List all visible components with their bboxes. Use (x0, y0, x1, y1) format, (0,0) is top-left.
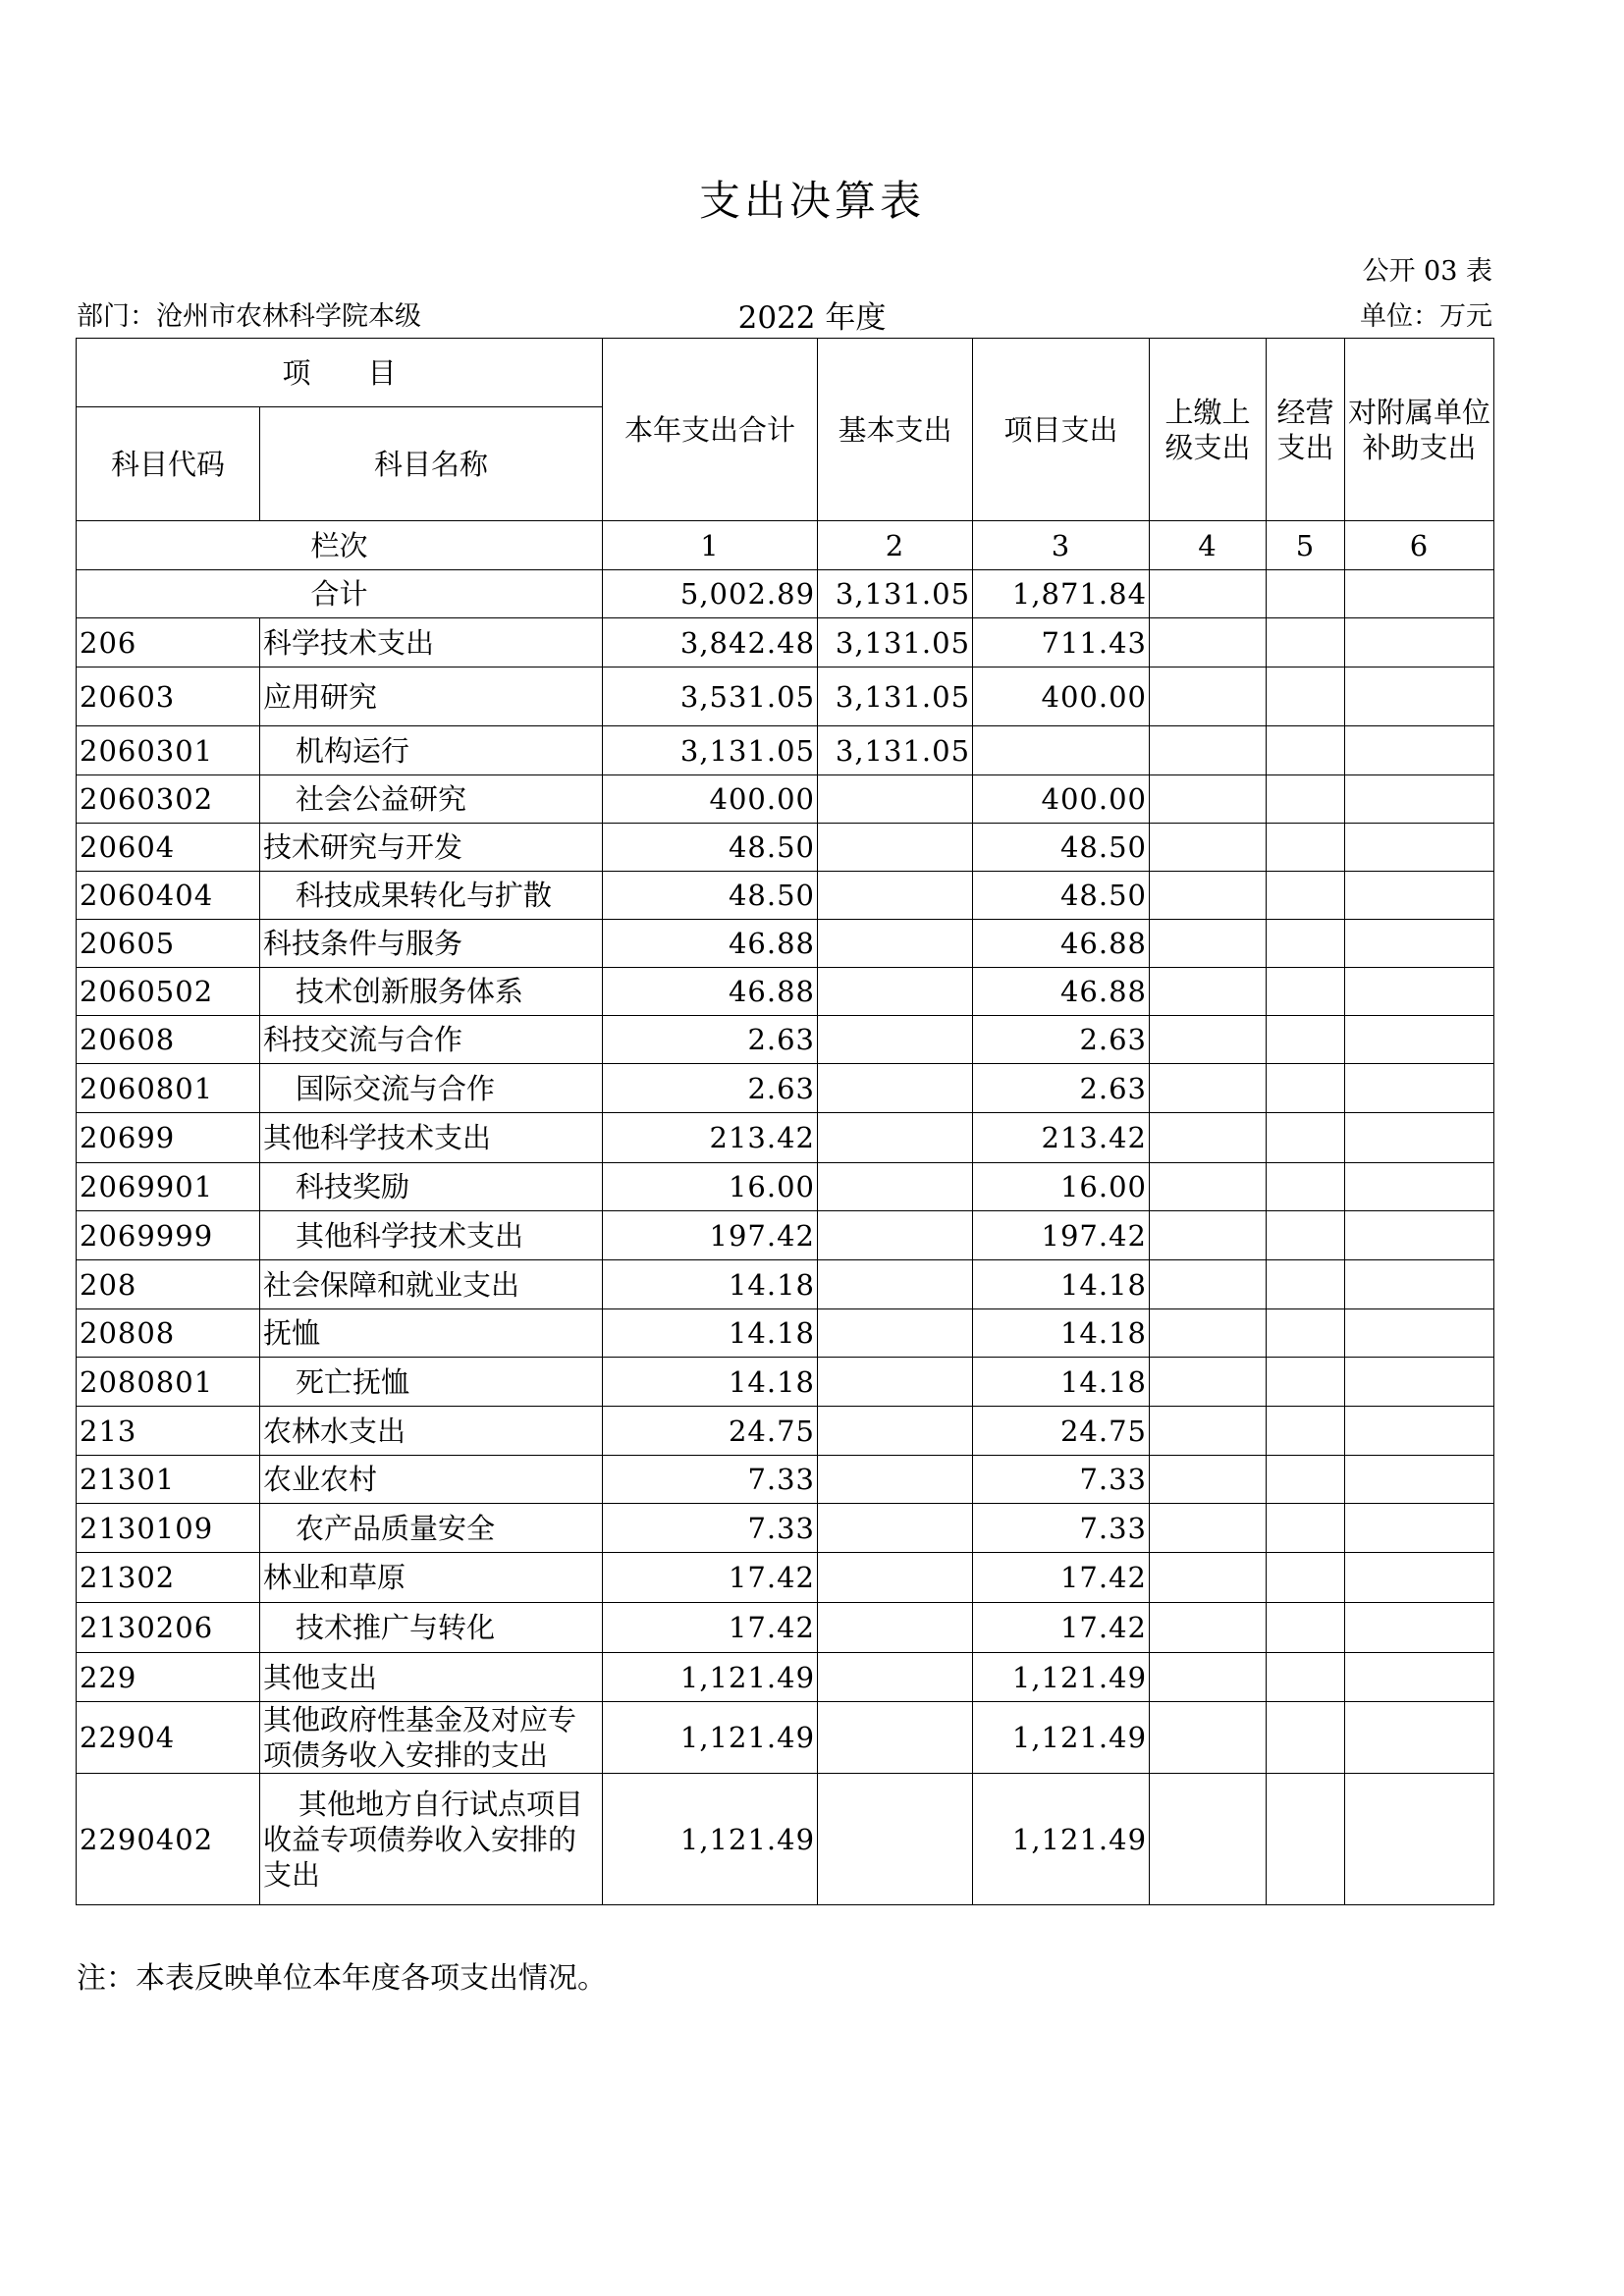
row-total: 400.00 (603, 775, 818, 824)
total-sum: 5,002.89 (603, 570, 818, 618)
row-name: 机构运行 (260, 726, 603, 775)
row-business (1267, 920, 1345, 968)
row-name: 技术创新服务体系 (260, 968, 603, 1016)
unit-label: 单位：万元 (1360, 301, 1492, 332)
row-business (1267, 1211, 1345, 1260)
row-total: 3,531.05 (603, 667, 818, 726)
row-upper (1150, 872, 1267, 920)
row-subsidy (1345, 1358, 1494, 1407)
table-row (77, 1211, 1494, 1260)
header-total: 本年支出合计 (603, 339, 818, 521)
fiscal-year: 2022 年度 (737, 300, 887, 336)
page-title: 支出决算表 (698, 177, 925, 225)
table-row (77, 775, 1494, 824)
row-name: 其他支出 (260, 1653, 603, 1702)
row-upper (1150, 1407, 1267, 1456)
row-subsidy (1345, 872, 1494, 920)
row-project: 46.88 (973, 968, 1150, 1016)
row-project: 1,121.49 (973, 1702, 1150, 1774)
row-subsidy (1345, 1260, 1494, 1309)
row-basic (818, 1653, 973, 1702)
row-project: 14.18 (973, 1309, 1150, 1358)
row-subsidy (1345, 726, 1494, 775)
row-basic: 3,131.05 (818, 726, 973, 775)
row-name: 农产品质量安全 (260, 1504, 603, 1553)
table-row (77, 920, 1494, 968)
row-business (1267, 1016, 1345, 1064)
row-total: 14.18 (603, 1358, 818, 1407)
table-row (77, 726, 1494, 775)
row-code: 2130109 (77, 1504, 260, 1553)
total-subsidy (1345, 570, 1494, 618)
column-index: 1 (603, 521, 818, 570)
table-row (77, 1260, 1494, 1309)
table-row (77, 1653, 1494, 1702)
row-code: 20604 (77, 824, 260, 872)
row-business (1267, 824, 1345, 872)
row-total: 48.50 (603, 824, 818, 872)
total-business (1267, 570, 1345, 618)
table-row (77, 1702, 1494, 1774)
row-project: 14.18 (973, 1260, 1150, 1309)
row-name: 科技条件与服务 (260, 920, 603, 968)
row-total: 46.88 (603, 920, 818, 968)
row-code: 2060302 (77, 775, 260, 824)
row-upper (1150, 1211, 1267, 1260)
row-business (1267, 1309, 1345, 1358)
header-project: 项目支出 (973, 339, 1150, 521)
row-total: 3,842.48 (603, 618, 818, 667)
total-basic: 3,131.05 (818, 570, 973, 618)
row-total: 1,121.49 (603, 1702, 818, 1774)
row-code: 22904 (77, 1702, 260, 1774)
row-name: 科技交流与合作 (260, 1016, 603, 1064)
row-code: 2069901 (77, 1163, 260, 1211)
row-basic (818, 1407, 973, 1456)
row-business (1267, 775, 1345, 824)
row-name: 科学技术支出 (260, 618, 603, 667)
row-business (1267, 1260, 1345, 1309)
row-total: 3,131.05 (603, 726, 818, 775)
row-business (1267, 1774, 1345, 1905)
table-row (77, 1407, 1494, 1456)
row-subsidy (1345, 1603, 1494, 1653)
total-upper (1150, 570, 1267, 618)
row-basic (818, 1163, 973, 1211)
row-upper (1150, 775, 1267, 824)
row-basic (818, 1211, 973, 1260)
row-project: 400.00 (973, 775, 1150, 824)
column-index: 6 (1345, 521, 1494, 570)
row-business (1267, 1407, 1345, 1456)
row-project: 1,121.49 (973, 1653, 1150, 1702)
row-project: 17.42 (973, 1603, 1150, 1653)
row-name: 其他政府性基金及对应专项债务收入安排的支出 (260, 1702, 603, 1774)
row-code: 2290402 (77, 1774, 260, 1905)
header-basic: 基本支出 (818, 339, 973, 521)
row-upper (1150, 920, 1267, 968)
row-basic (818, 968, 973, 1016)
row-code: 2069999 (77, 1211, 260, 1260)
row-total: 7.33 (603, 1456, 818, 1504)
row-name: 林业和草原 (260, 1553, 603, 1603)
row-upper (1150, 1309, 1267, 1358)
row-subsidy (1345, 1702, 1494, 1774)
row-basic (818, 1504, 973, 1553)
row-name: 国际交流与合作 (260, 1064, 603, 1113)
row-subsidy (1345, 1774, 1494, 1905)
table-row (77, 968, 1494, 1016)
row-name: 技术研究与开发 (260, 824, 603, 872)
row-code: 2130206 (77, 1603, 260, 1653)
row-total: 14.18 (603, 1260, 818, 1309)
table-row (77, 1309, 1494, 1358)
row-subsidy (1345, 1064, 1494, 1113)
row-total: 213.42 (603, 1113, 818, 1163)
row-subsidy (1345, 1653, 1494, 1702)
row-upper (1150, 1163, 1267, 1211)
row-basic (818, 1113, 973, 1163)
row-upper (1150, 1456, 1267, 1504)
row-code: 21302 (77, 1553, 260, 1603)
table-note: 注：本表反映单位本年度各项支出情况。 (77, 1961, 607, 1996)
row-upper (1150, 1358, 1267, 1407)
row-project: 48.50 (973, 872, 1150, 920)
row-name: 社会保障和就业支出 (260, 1260, 603, 1309)
row-subsidy (1345, 1163, 1494, 1211)
row-business (1267, 872, 1345, 920)
row-upper (1150, 1653, 1267, 1702)
row-subsidy (1345, 1016, 1494, 1064)
row-basic (818, 824, 973, 872)
row-name: 科技成果转化与扩散 (260, 872, 603, 920)
row-total: 2.63 (603, 1016, 818, 1064)
row-basic (818, 1603, 973, 1653)
total-project: 1,871.84 (973, 570, 1150, 618)
row-project: 2.63 (973, 1016, 1150, 1064)
table-row (77, 1504, 1494, 1553)
row-subsidy (1345, 1211, 1494, 1260)
row-name: 技术推广与转化 (260, 1603, 603, 1653)
row-code: 206 (77, 618, 260, 667)
row-project: 711.43 (973, 618, 1150, 667)
expenditure-table (76, 338, 1494, 1905)
table-row (77, 1163, 1494, 1211)
row-business (1267, 1653, 1345, 1702)
row-project (973, 726, 1150, 775)
table-row (77, 1358, 1494, 1407)
row-upper (1150, 1603, 1267, 1653)
row-total: 17.42 (603, 1603, 818, 1653)
row-upper (1150, 824, 1267, 872)
row-project: 213.42 (973, 1113, 1150, 1163)
column-index: 5 (1267, 521, 1345, 570)
row-project: 17.42 (973, 1553, 1150, 1603)
table-row (77, 667, 1494, 726)
column-index: 3 (973, 521, 1150, 570)
row-total: 1,121.49 (603, 1774, 818, 1905)
row-subsidy (1345, 775, 1494, 824)
row-code: 21301 (77, 1456, 260, 1504)
table-row (77, 1113, 1494, 1163)
header-item: 项 目 (77, 339, 603, 407)
row-code: 208 (77, 1260, 260, 1309)
header-upper: 上缴上级支出 (1150, 339, 1267, 521)
row-code: 20608 (77, 1016, 260, 1064)
row-name: 社会公益研究 (260, 775, 603, 824)
header-business: 经营支出 (1267, 339, 1345, 521)
row-project: 1,121.49 (973, 1774, 1150, 1905)
column-index: 4 (1150, 521, 1267, 570)
row-code: 2060502 (77, 968, 260, 1016)
row-business (1267, 618, 1345, 667)
row-project: 16.00 (973, 1163, 1150, 1211)
row-business (1267, 726, 1345, 775)
row-subsidy (1345, 968, 1494, 1016)
column-index-label: 栏次 (77, 521, 603, 570)
row-business (1267, 1504, 1345, 1553)
row-upper (1150, 667, 1267, 726)
row-subsidy (1345, 618, 1494, 667)
column-index: 2 (818, 521, 973, 570)
row-code: 2060404 (77, 872, 260, 920)
row-name: 抚恤 (260, 1309, 603, 1358)
row-project: 7.33 (973, 1504, 1150, 1553)
row-basic (818, 920, 973, 968)
row-business (1267, 1064, 1345, 1113)
row-subsidy (1345, 824, 1494, 872)
row-subsidy (1345, 1309, 1494, 1358)
table-row (77, 618, 1494, 667)
row-code: 20605 (77, 920, 260, 968)
table-row (77, 1016, 1494, 1064)
row-business (1267, 1603, 1345, 1653)
row-name: 科技奖励 (260, 1163, 603, 1211)
row-name: 其他科学技术支出 (260, 1113, 603, 1163)
row-name: 农林水支出 (260, 1407, 603, 1456)
table-row (77, 1603, 1494, 1653)
row-total: 2.63 (603, 1064, 818, 1113)
header-code: 科目代码 (77, 407, 260, 521)
row-code: 2060801 (77, 1064, 260, 1113)
row-upper (1150, 1260, 1267, 1309)
row-code: 2080801 (77, 1358, 260, 1407)
row-basic (818, 775, 973, 824)
row-business (1267, 1358, 1345, 1407)
row-upper (1150, 968, 1267, 1016)
row-business (1267, 1456, 1345, 1504)
row-upper (1150, 1016, 1267, 1064)
row-subsidy (1345, 667, 1494, 726)
row-subsidy (1345, 1553, 1494, 1603)
row-total: 46.88 (603, 968, 818, 1016)
row-name: 死亡抚恤 (260, 1358, 603, 1407)
row-code: 20603 (77, 667, 260, 726)
row-total: 197.42 (603, 1211, 818, 1260)
row-subsidy (1345, 1504, 1494, 1553)
row-name: 农业农村 (260, 1456, 603, 1504)
table-row (77, 872, 1494, 920)
row-business (1267, 1702, 1345, 1774)
header-subsidy: 对附属单位补助支出 (1345, 339, 1494, 521)
row-subsidy (1345, 1456, 1494, 1504)
row-project: 48.50 (973, 824, 1150, 872)
row-total: 24.75 (603, 1407, 818, 1456)
row-code: 20699 (77, 1113, 260, 1163)
row-basic: 3,131.05 (818, 667, 973, 726)
row-upper (1150, 1774, 1267, 1905)
table-row (77, 1064, 1494, 1113)
row-project: 400.00 (973, 667, 1150, 726)
total-label: 合计 (77, 570, 603, 618)
row-upper (1150, 1064, 1267, 1113)
row-subsidy (1345, 1407, 1494, 1456)
row-upper (1150, 726, 1267, 775)
row-basic (818, 872, 973, 920)
row-name: 其他地方自行试点项目收益专项债券收入安排的支出 (260, 1774, 603, 1905)
table-row (77, 1456, 1494, 1504)
row-business (1267, 1553, 1345, 1603)
row-upper (1150, 1113, 1267, 1163)
row-subsidy (1345, 1113, 1494, 1163)
row-code: 2060301 (77, 726, 260, 775)
table-row (77, 824, 1494, 872)
department-label: 部门：沧州市农林科学院本级 (77, 301, 421, 332)
table-row (77, 1553, 1494, 1603)
row-name: 其他科学技术支出 (260, 1211, 603, 1260)
row-project: 2.63 (973, 1064, 1150, 1113)
row-basic (818, 1456, 973, 1504)
row-project: 14.18 (973, 1358, 1150, 1407)
row-basic (818, 1553, 973, 1603)
row-total: 16.00 (603, 1163, 818, 1211)
row-project: 24.75 (973, 1407, 1150, 1456)
row-code: 20808 (77, 1309, 260, 1358)
table-row (77, 1774, 1494, 1905)
row-upper (1150, 1702, 1267, 1774)
header-name: 科目名称 (260, 407, 603, 521)
row-total: 14.18 (603, 1309, 818, 1358)
row-total: 48.50 (603, 872, 818, 920)
row-total: 1,121.49 (603, 1653, 818, 1702)
row-subsidy (1345, 920, 1494, 968)
row-basic (818, 1260, 973, 1309)
row-basic (818, 1309, 973, 1358)
row-basic (818, 1016, 973, 1064)
row-business (1267, 968, 1345, 1016)
row-basic (818, 1702, 973, 1774)
form-number: 公开 03 表 (1362, 256, 1492, 287)
row-project: 46.88 (973, 920, 1150, 968)
row-business (1267, 1163, 1345, 1211)
row-name: 应用研究 (260, 667, 603, 726)
row-code: 229 (77, 1653, 260, 1702)
row-basic: 3,131.05 (818, 618, 973, 667)
row-business (1267, 1113, 1345, 1163)
row-basic (818, 1774, 973, 1905)
row-upper (1150, 618, 1267, 667)
row-total: 7.33 (603, 1504, 818, 1553)
total-row (77, 570, 1494, 618)
row-basic (818, 1064, 973, 1113)
row-upper (1150, 1553, 1267, 1603)
row-business (1267, 667, 1345, 726)
row-code: 213 (77, 1407, 260, 1456)
row-upper (1150, 1504, 1267, 1553)
row-total: 17.42 (603, 1553, 818, 1603)
row-project: 197.42 (973, 1211, 1150, 1260)
row-basic (818, 1358, 973, 1407)
row-project: 7.33 (973, 1456, 1150, 1504)
